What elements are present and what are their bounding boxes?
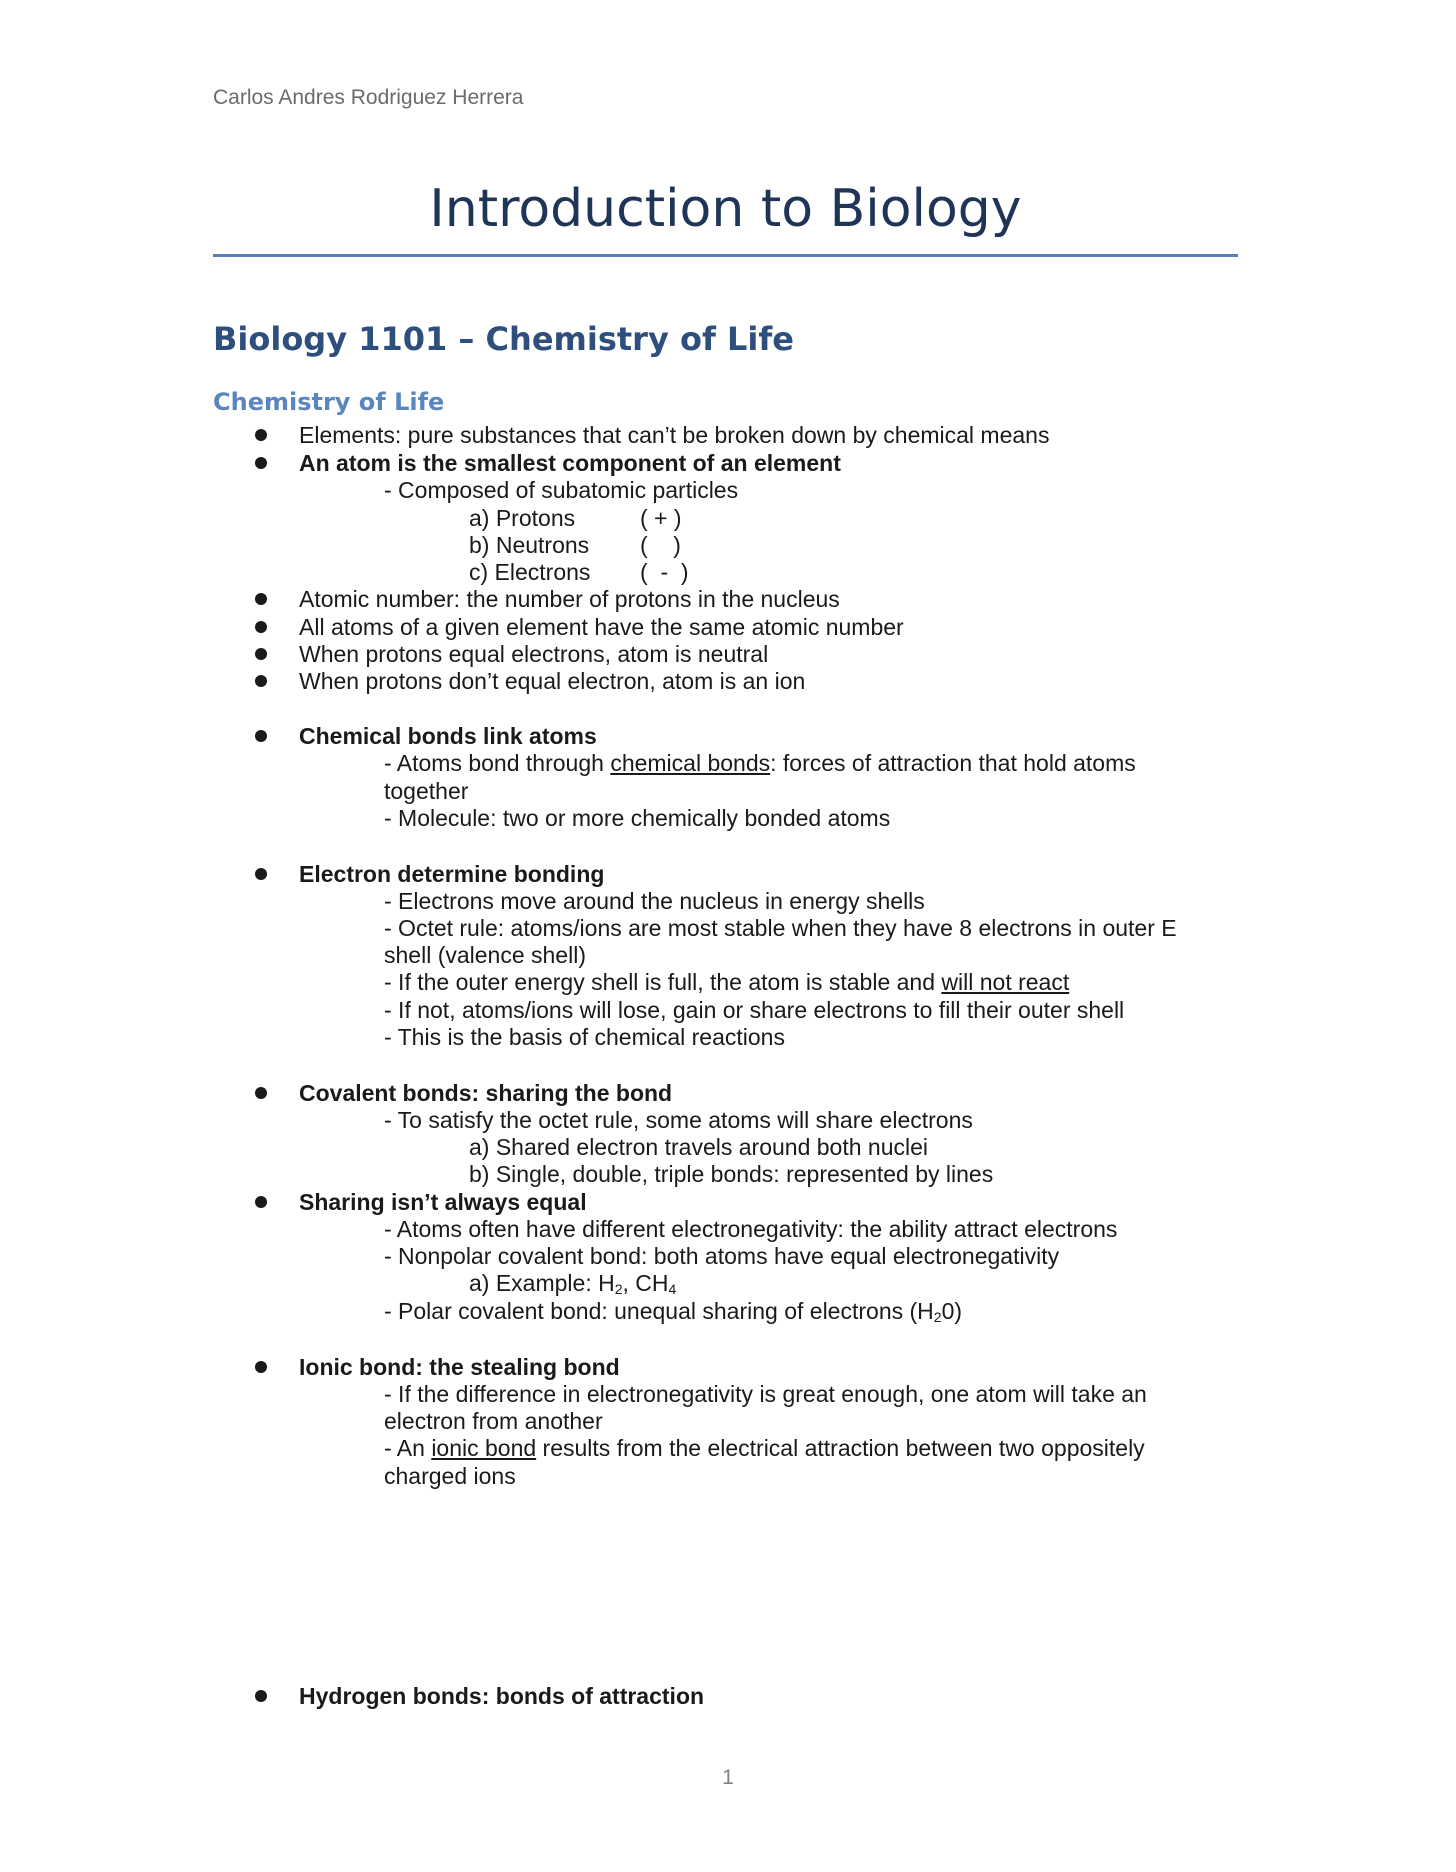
sub-satisfy: - To satisfy the octet rule, some atoms will share electrons [384,1107,973,1133]
bullet-icon [255,1196,267,1208]
sub-ionic-result [384,1434,1145,1462]
sub-ionic-result-cont: charged ions [384,1463,516,1489]
text-fragment: - Polar covalent bond: unequal sharing of electrons (H [384,1298,934,1324]
subscript: 2 [614,1281,623,1297]
bullet-electron-bonding: Electron determine bonding [299,861,605,887]
section-heading: Biology 1101 – Chemistry of Life [213,320,794,358]
bullet-ionic: Ionic bond: the stealing bond [299,1354,620,1380]
page-number: 1 [722,1766,734,1789]
term-ionic-bond: ionic bond [431,1435,537,1461]
item-electrons: c) Electrons [469,559,591,585]
sub-electronegativity: - Atoms often have different electronegativity: the ability attract electrons [384,1216,1118,1242]
subscript: 2 [933,1309,942,1325]
bullet-icon [255,429,267,441]
sub-molecule: - Molecule: two or more chemically bonded atoms [384,805,891,831]
bullet-icon [255,457,267,469]
sub-octet: - Octet rule: atoms/ions are most stable when they have 8 electrons in outer E [384,915,1177,941]
text-fragment: - An [384,1435,432,1461]
sub-composed: - Composed of subatomic particles [384,477,739,503]
bullet-icon [255,1361,267,1373]
bullet-icon [255,621,267,633]
neutrons-charge: ( ) [640,532,681,558]
bullet-atomic-number: Atomic number: the number of protons in the nucleus [299,586,840,612]
bullet-elements: Elements: pure substances that can’t be broken down by chemical means [299,422,1050,448]
item-protons: a) Protons [469,505,576,531]
text-fragment: , CH [622,1270,669,1296]
text-fragment: a) Example: H [469,1270,615,1296]
sub-not-full: - If not, atoms/ions will lose, gain or share electrons to fill their outer shell [384,997,1125,1023]
text-fragment: results from the electrical attraction between two oppositely [536,1435,1145,1461]
bullet-icon [255,593,267,605]
text-fragment: - If the outer energy shell is full, the atom is stable and [384,969,942,995]
bullet-atom-smallest: An atom is the smallest component of an element [299,450,841,476]
bullet-icon [255,675,267,687]
bullet-icon [255,730,267,742]
bullet-sharing: Sharing isn’t always equal [299,1189,587,1215]
item-lines: b) Single, double, triple bonds: represented by lines [469,1161,994,1187]
sub-difference-cont: electron from another [384,1408,603,1434]
bullet-chemical-bonds: Chemical bonds link atoms [299,723,597,749]
item-neutrons: b) Neutrons [469,532,590,558]
text-fragment: - Atoms bond through [384,750,611,776]
subscript: 4 [668,1281,677,1297]
sub-atoms-bond [384,749,1136,777]
item-shared: a) Shared electron travels around both nuclei [469,1134,929,1160]
bullet-icon [255,868,267,880]
text-fragment: 0) [941,1298,963,1324]
subsection-heading: Chemistry of Life [213,388,445,416]
bullet-same-number: All atoms of a given element have the same atomic number [299,614,904,640]
term-will-not-react: will not react [941,969,1070,995]
bullet-neutral: When protons equal electrons, atom is neutral [299,641,769,667]
bullet-covalent: Covalent bonds: sharing the bond [299,1080,673,1106]
header-author: Carlos Andres Rodriguez Herrera [213,86,524,109]
text-fragment: : forces of attraction that hold atoms [770,750,1136,776]
term-chemical-bonds: chemical bonds [610,750,771,776]
bullet-icon [255,648,267,660]
sub-shells: - Electrons move around the nucleus in energy shells [384,888,925,914]
bullet-icon [255,1690,267,1702]
sub-full-shell [384,968,1069,996]
electrons-charge: ( - ) [640,559,689,585]
document-title: Introduction to Biology [429,179,1022,239]
sub-nonpolar: - Nonpolar covalent bond: both atoms have equal electronegativity [384,1243,1060,1269]
item-example [469,1269,676,1297]
title-underline [213,254,1238,257]
sub-atoms-bond-cont: together [384,778,469,804]
bullet-ion: When protons don’t equal electron, atom is an ion [299,668,806,694]
bullet-icon [255,1087,267,1099]
sub-octet-cont: shell (valence shell) [384,942,586,968]
protons-charge: ( + ) [640,505,682,531]
sub-basis: - This is the basis of chemical reactions [384,1024,785,1050]
sub-difference: - If the difference in electronegativity is great enough, one atom will take an [384,1381,1147,1407]
sub-polar [384,1297,962,1325]
bullet-hydrogen: Hydrogen bonds: bonds of attraction [299,1683,705,1709]
